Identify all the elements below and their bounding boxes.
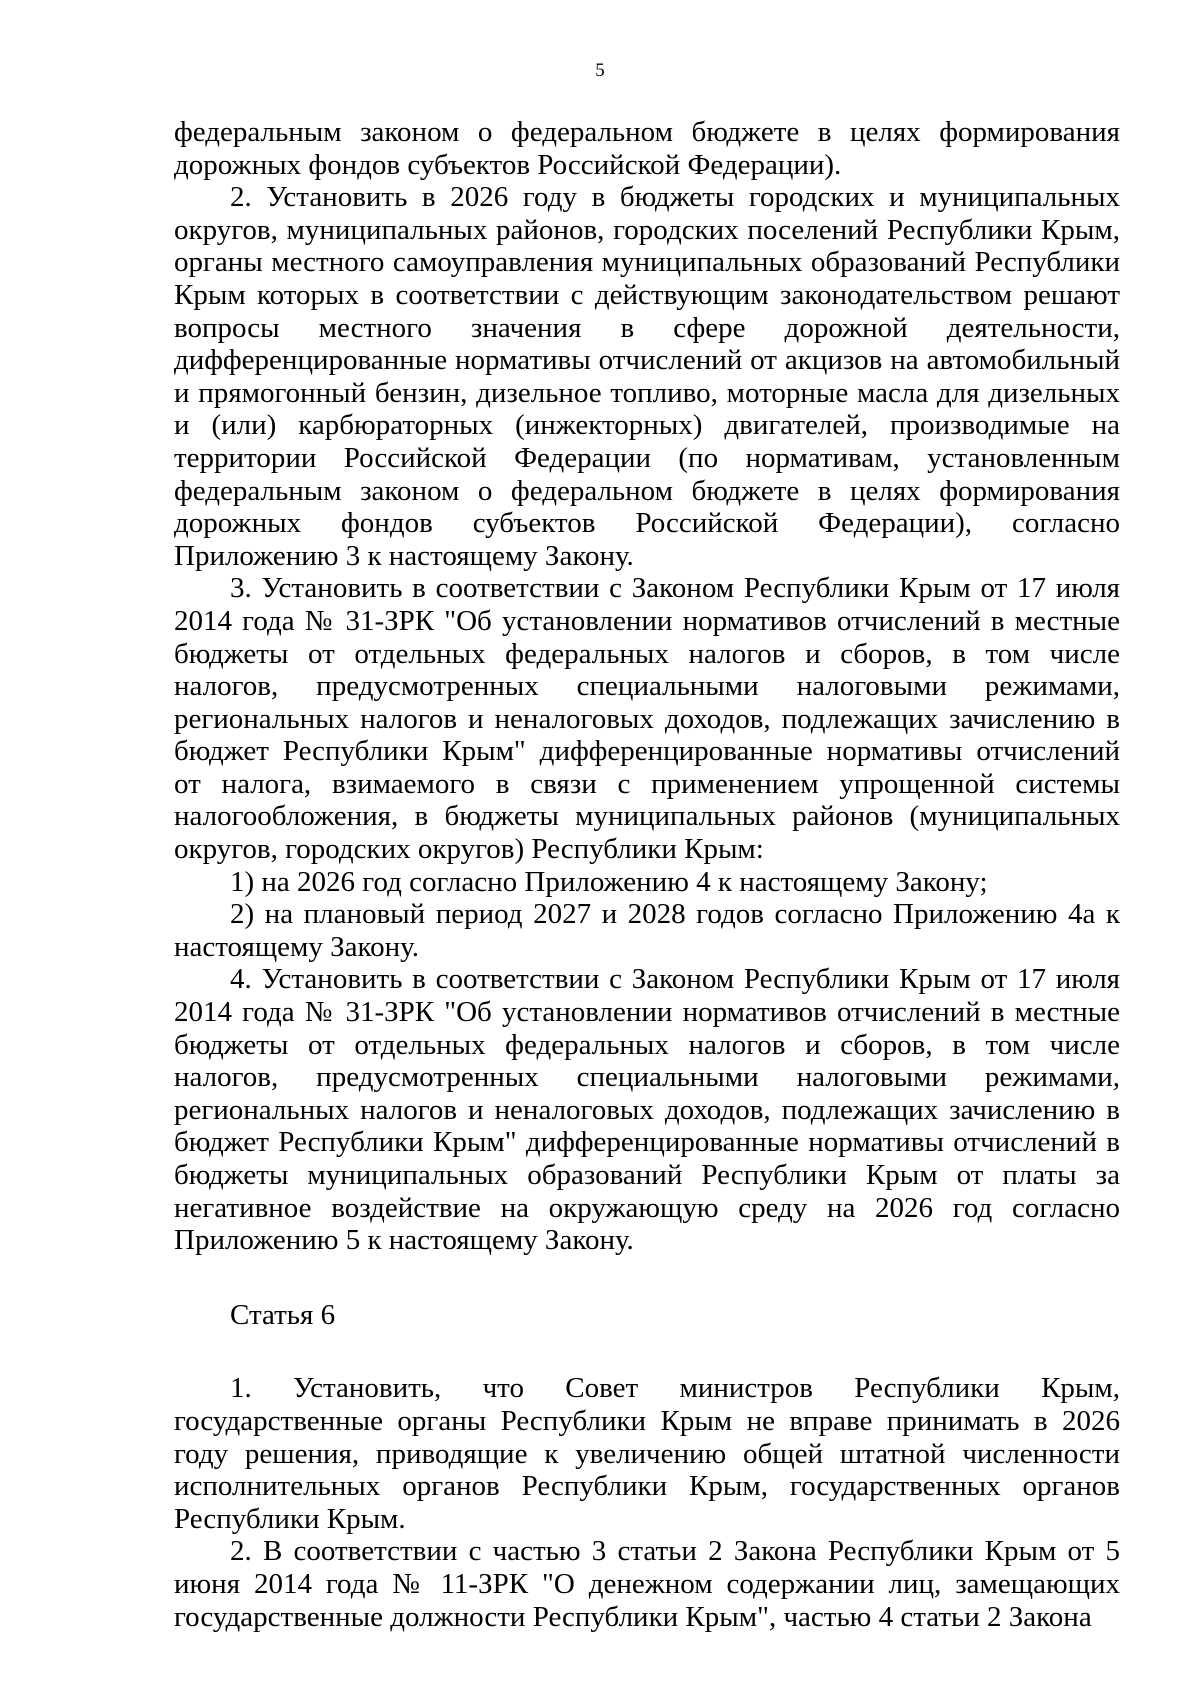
article-heading: Статья 6: [230, 1298, 336, 1331]
paragraph-continuation: федеральным законом о федеральном бюджете в целях формирования дорожных фондов субъектов Российской Федерации).: [174, 116, 1120, 181]
paragraph-item-3: 3. Установить в соответствии с Законом Республики Крым от 17 июля 2014 года № 31-ЗРК "Об установлении нормативов отчислений в местные бюджеты от отдельных федеральных налогов и сборов, в том числе налогов, предусмотренных специальными налоговыми режимами, региональных налогов и неналоговых доходов, подлежащих зачислению в бюджет Республики Крым" дифференцированные нормативы отчислений от налога, взимаемого в связи с применением упрощенной системы налогообложения, в бюджеты муниципальных районов (муниципальных округов, городских округов) Республики Крым:: [174, 572, 1120, 866]
document-body: [174, 116, 1120, 1633]
article6-paragraph-2: 2. В соответствии с частью 3 статьи 2 Закона Республики Крым от 5 июня 2014 года № 11-ЗРК "О денежном содержании лиц, замещающих государственные должности Республики Крым", частью 4 статьи 2 Закона: [174, 1535, 1120, 1633]
spacer: [174, 1257, 1120, 1299]
page-number: 5: [595, 60, 605, 81]
paragraph-item-4: 4. Установить в соответствии с Законом Республики Крым от 17 июля 2014 года № 31-ЗРК "Об установлении нормативов отчислений в местные бюджеты от отдельных федеральных налогов и сборов, в том числе налогов, предусмотренных специальными налоговыми режимами, региональных налогов и неналоговых доходов, подлежащих зачислению в бюджет Республики Крым" дифференцированные нормативы отчислений в бюджеты муниципальных образований Республики Крым от платы за негативное воздействие на окружающую среду на 2026 год согласно Приложению 5 к настоящему Закону.: [174, 963, 1120, 1257]
paragraph-item-2: 2. Установить в 2026 году в бюджеты городских и муниципальных округов, муниципальных районов, городских поселений Республики Крым, органы местного самоуправления муниципальных образований Республики Крым которых в соответствии с действующим законодательством решают вопросы местного значения в сфере дорожной деятельности, дифференцированные нормативы отчислений от акцизов на автомобильный и прямогонный бензин, дизельное топливо, моторные масла для дизельных и (или) карбюраторных (инжекторных) двигателей, производимые на территории Российской Федерации (по нормативам, установленным федеральным законом о федеральном бюджете в целях формирования дорожных фондов субъектов Российской Федерации), согласно Приложению 3 к настоящему Закону.: [174, 181, 1120, 572]
article6-paragraph-1: 1. Установить, что Совет министров Республики Крым, государственные органы Республики Крым не вправе принимать в 2026 году решения, приводящие к увеличению общей штатной численности исполнительных органов Республики Крым, государственных органов Республики Крым.: [174, 1372, 1120, 1535]
paragraph-subitem-2: 2) на плановый период 2027 и 2028 годов согласно Приложению 4а к настоящему Закону.: [174, 898, 1120, 963]
paragraph-subitem-1: 1) на 2026 год согласно Приложению 4 к настоящему Закону;: [230, 865, 988, 898]
spacer: [174, 1331, 1120, 1372]
